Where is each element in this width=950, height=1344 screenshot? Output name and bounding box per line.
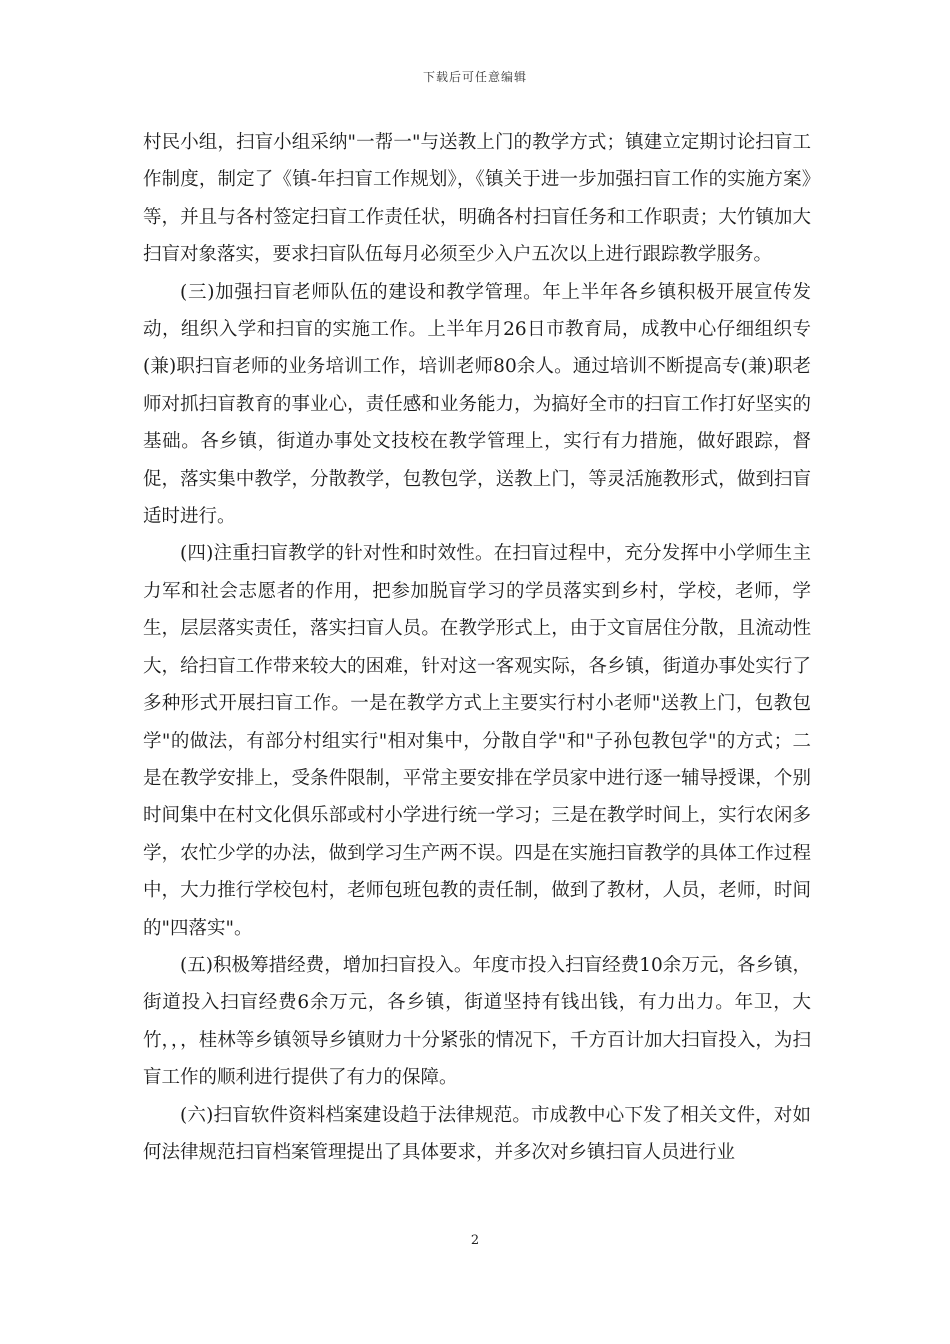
- paragraph-3: (四)注重扫盲教学的针对性和时效性。在扫盲过程中，充分发挥中小学师生主力军和社会志愿者的作用，把参加脱盲学习的学员落实到乡村，学校，老师，学生，层层落实责任，落实扫盲人员。在教学形式上，由于文盲居住分散，且流动性大，给扫盲工作带来较大的困难，针对这一客观实际，各乡镇，街道办事处实行了多种形式开展扫盲工作。一是在教学方式上主要实行村小老师"送教上门，包教包学"的做法，有部分村组实行"相对集中，分散自学"和"子孙包教包学"的方式；二是在教学安排上，受条件限制，平常主要安排在学员家中进行逐一辅导授课，个别时间集中在村文化俱乐部或村小学进行统一学习；三是在教学时间上，实行农闲多学，农忙少学的办法，做到学习生产两不误。四是在实施扫盲教学的具体工作过程中，大力推行学校包村，老师包班包教的责任制，做到了教材，人员，老师，时间的"四落实"。: [143, 543, 811, 939]
- paragraph-1: 村民小组，扫盲小组采纳"一帮一"与送教上门的教学方式；镇建立定期讨论扫盲工作制度，制定了《镇-年扫盲工作规划》，《镇关于进一步加强扫盲工作的实施方案》等，并且与各村签定扫盲工作责任状，明确各村扫盲任务和工作职责；大竹镇加大扫盲对象落实，要求扫盲队伍每月必须至少入户五次以上进行跟踪教学服务。: [143, 132, 811, 266]
- document-body: [143, 124, 811, 1171]
- paragraph-4: (五)积极筹措经费，增加扫盲投入。年度市投入扫盲经费10余万元，各乡镇，街道投入扫盲经费6余万元，各乡镇，街道坚持有钱出钱，有力出力。年卫，大竹，，，桂林等乡镇领导乡镇财力十分紧张的情况下，千方百计加大扫盲投入，为扫盲工作的顺利进行提供了有力的保障。: [143, 954, 811, 1089]
- paragraph-5: (六)扫盲软件资料档案建设趋于法律规范。市成教中心下发了相关文件，对如何法律规范扫盲档案管理提出了具体要求，并多次对乡镇扫盲人员进行业: [143, 1104, 811, 1163]
- page-number: 2: [470, 1233, 480, 1248]
- paragraph-2: (三)加强扫盲老师队伍的建设和教学管理。年上半年各乡镇积极开展宣传发动，组织入学和扫盲的实施工作。上半年月26日市教育局，成教中心仔细组织专(兼)职扫盲老师的业务培训工作，培训老师80余人。通过培训不断提高专(兼)职老师对抓扫盲教育的事业心，责任感和业务能力，为搞好全市的扫盲工作打好坚实的基础。各乡镇，街道办事处文技校在教学管理上，实行有力措施，做好跟踪，督促，落实集中教学，分散教学，包教包学，送教上门，等灵活施教形式，做到扫盲适时进行。: [143, 281, 811, 528]
- page-header: 下载后可任意编辑: [422, 70, 527, 84]
